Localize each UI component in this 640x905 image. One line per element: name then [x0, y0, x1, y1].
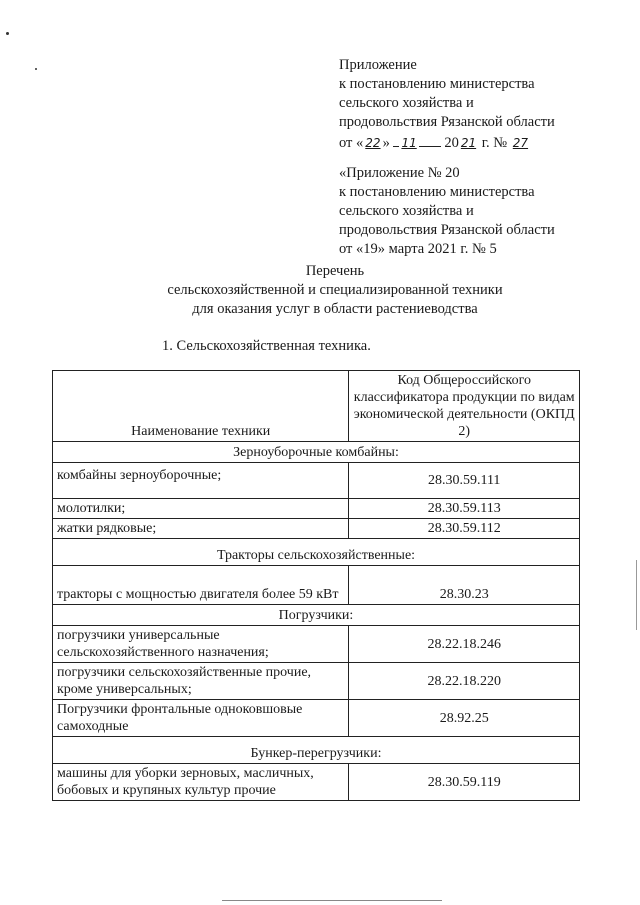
blank-line: [419, 132, 441, 147]
okpd-code: 28.22.18.246: [349, 626, 580, 663]
header2-line: продовольствия Рязанской области: [339, 222, 555, 238]
group-title: Бункер-перегрузчики:: [53, 737, 580, 764]
equipment-name: погрузчики универсальные сельскохозяйственного назначения;: [53, 626, 349, 663]
header2-line: сельского хозяйства и: [339, 203, 474, 219]
table-row: [53, 626, 580, 663]
okpd-code: 28.30.59.113: [349, 499, 580, 519]
date-prefix: от «: [339, 135, 364, 151]
section-heading: 1. Сельскохозяйственная техника.: [162, 338, 371, 354]
scan-speck: [35, 68, 37, 70]
header2-line: от «19» марта 2021 г. № 5: [339, 241, 497, 257]
col-code-header: Код Общероссийского классификатора продукции по видам экономической деятельности (ОКПД 2): [349, 371, 580, 442]
scan-speck: [6, 32, 9, 35]
okpd-code: 28.30.59.111: [349, 463, 580, 499]
title-line: сельскохозяйственной и специализированной техники: [167, 282, 503, 298]
doc-number: 27: [512, 136, 529, 150]
previous-appendix-header: [339, 164, 589, 259]
group-title: Погрузчики:: [53, 605, 580, 626]
group-row: [53, 605, 580, 626]
header-line: к постановлению министерства: [339, 76, 535, 92]
header-date-line: [339, 132, 589, 153]
table-row: [53, 764, 580, 801]
group-title: Тракторы сельскохозяйственные:: [53, 539, 580, 566]
bottom-rule: [222, 900, 442, 901]
header-line: Приложение: [339, 57, 417, 73]
equipment-name: комбайны зерноуборочные;: [53, 463, 349, 499]
title-line: для оказания услуг в области растениеводства: [192, 301, 478, 317]
okpd-code: 28.30.59.119: [349, 764, 580, 801]
approval-header: [339, 56, 589, 153]
equipment-name: тракторы с мощностью двигателя более 59 кВт: [53, 566, 349, 605]
okpd-code: 28.92.25: [349, 700, 580, 737]
date-year-suffix: 21: [460, 136, 477, 150]
equipment-name: Погрузчики фронтальные одноковшовые самоходные: [53, 700, 349, 737]
col-name-header: Наименование техники: [53, 371, 349, 442]
scan-edge: [636, 560, 637, 630]
table-row: [53, 519, 580, 539]
title-line: Перечень: [305, 263, 365, 279]
date-year-prefix: 20: [444, 135, 459, 151]
header2-line: «Приложение № 20: [339, 165, 460, 181]
date-month: 11: [401, 136, 417, 150]
header-line: продовольствия Рязанской области: [339, 114, 555, 130]
date-mid: »: [382, 135, 390, 151]
date-day: 22: [365, 136, 381, 150]
table-row: [53, 700, 580, 737]
header-line: сельского хозяйства и: [339, 95, 474, 111]
group-row: [53, 539, 580, 566]
table-row: [53, 499, 580, 519]
document-title: [0, 262, 640, 319]
equipment-name: машины для уборки зерновых, масличных, бобовых и крупяных культур прочие: [53, 764, 349, 801]
group-row: [53, 737, 580, 764]
table-row: [53, 566, 580, 605]
group-title: Зерноуборочные комбайны:: [53, 442, 580, 463]
header2-line: к постановлению министерства: [339, 184, 535, 200]
equipment-name: молотилки;: [53, 499, 349, 519]
table-row: [53, 663, 580, 700]
table-row: [53, 463, 580, 499]
equipment-name: погрузчики сельскохозяйственные прочие, кроме универсальных;: [53, 663, 349, 700]
equipment-table: [52, 370, 580, 801]
table-header-row: [53, 371, 580, 442]
okpd-code: 28.22.18.220: [349, 663, 580, 700]
group-row: [53, 442, 580, 463]
date-suffix: г. №: [481, 135, 508, 151]
okpd-code: 28.30.59.112: [349, 519, 580, 539]
okpd-code: 28.30.23: [349, 566, 580, 605]
equipment-name: жатки рядковые;: [53, 519, 349, 539]
